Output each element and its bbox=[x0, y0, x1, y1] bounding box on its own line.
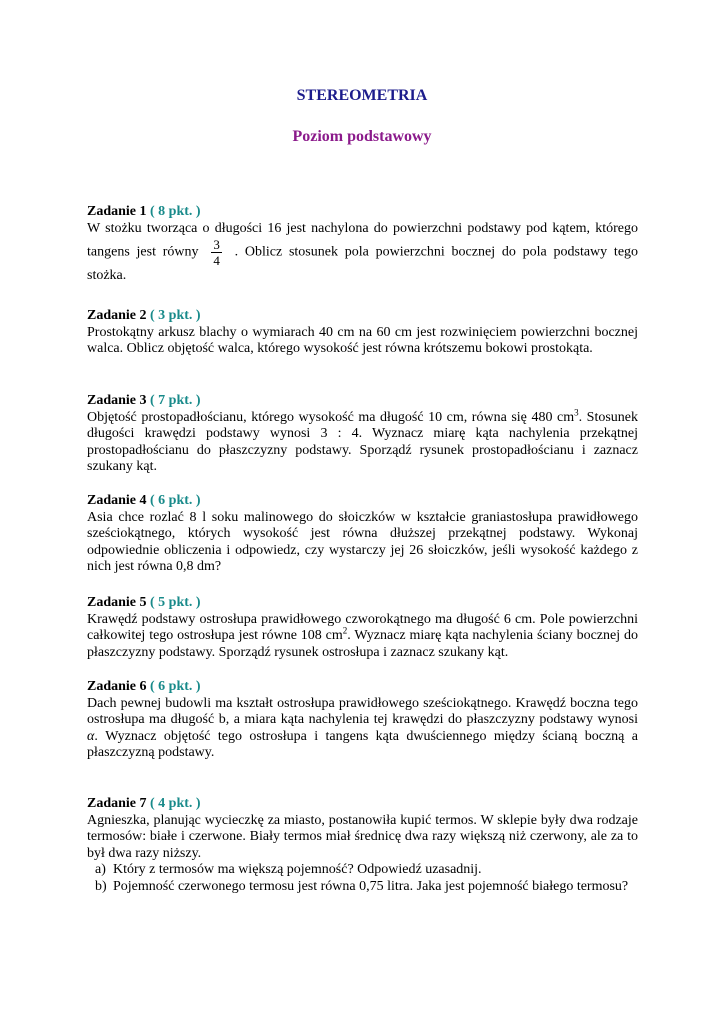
task-points: ( 4 pkt. ) bbox=[150, 796, 201, 811]
subtask-item bbox=[87, 879, 638, 896]
task-heading bbox=[87, 796, 638, 813]
task-text-part: . Stosunek długości krawędzi podstawy wynosi 3 : 4. Wyznacz miarę kąta nachylenia przekątnej prostopadłościanu do płaszczyzny podstawy. Sporządź rysunek prostopadłościanu i zaznacz szukany kąt. bbox=[87, 409, 638, 474]
task-heading bbox=[87, 204, 638, 221]
page-subtitle: Poziom podstawowy bbox=[292, 128, 432, 145]
task-label: Zadanie 3 bbox=[87, 393, 147, 408]
task-text: Prostokątny arkusz blachy o wymiarach 40 cm na 60 cm jest rozwinięciem powierzchni bocznej walca. Oblicz objętość walca, którego wysokość jest równa krótszemu bokowi prostokąta. bbox=[87, 324, 638, 356]
task-text-part: . Wyznacz objętość tego ostrosłupa i tangens kąta dwuściennego między ścianą boczną a płaszczyzną podstawy. bbox=[87, 728, 638, 760]
task-label: Zadanie 4 bbox=[87, 493, 147, 508]
alpha-symbol: α bbox=[87, 728, 95, 744]
task-2 bbox=[87, 308, 638, 358]
task-heading bbox=[87, 595, 638, 612]
subtask-list bbox=[87, 862, 638, 895]
superscript: 2 bbox=[342, 625, 348, 636]
task-heading bbox=[87, 393, 638, 410]
task-text: Agnieszka, planując wycieczkę za miasto, postanowiła kupić termos. W sklepie były dwa rodzaje termosów: białe i czerwone. Biały termos miał średnicę dwa razy większą niż czerwony, ale za to był dwa razy niższy. bbox=[87, 812, 638, 861]
superscript: 3 bbox=[574, 406, 579, 417]
subtask-text: Pojemność czerwonego termosu jest równa 0,75 litra. Jaka jest pojemność białego termosu? bbox=[113, 878, 629, 894]
page-title: STEREOMETRIA bbox=[296, 87, 428, 104]
task-1 bbox=[87, 204, 638, 285]
task-points: ( 5 pkt. ) bbox=[150, 595, 201, 610]
task-points: ( 8 pkt. ) bbox=[150, 204, 201, 219]
subtask-text: Który z termosów ma większą pojemność? Odpowiedź uzasadnij. bbox=[113, 862, 482, 877]
task-text-part: Objętość prostopadłościanu, którego wysokość ma długość 10 cm, równa się 480 cm bbox=[87, 409, 575, 425]
task-text-part: . Wyznacz miarę kąta nachylenia ściany bocznej do płaszczyzny podstawy. Sporządź rysunek ostrosłupa i zaznacz szukany kąt. bbox=[87, 628, 639, 660]
subtask-marker: b) bbox=[95, 878, 107, 894]
task-3 bbox=[87, 393, 638, 476]
task-points: ( 6 pkt. ) bbox=[150, 493, 201, 508]
task-text bbox=[87, 221, 638, 285]
subtask-item bbox=[87, 862, 638, 879]
task-heading bbox=[87, 493, 638, 510]
task-label: Zadanie 7 bbox=[87, 796, 147, 811]
task-text: Asia chce rozlać 8 l soku malinowego do słoiczków w kształcie graniastosłupa prawidłowego sześciokątnego, których wysokość jest równa dłuższej przekątnej podstawy. Wykonaj odpowiednie obliczenia i odpowiedz, czy wystarczy jej 26 słoiczków, jeśli wysokość każdego z nich jest równa 0,8 dm? bbox=[87, 509, 638, 574]
task-text bbox=[87, 612, 638, 662]
task-points: ( 6 pkt. ) bbox=[150, 679, 201, 694]
task-label: Zadanie 6 bbox=[87, 679, 147, 694]
task-label: Zadanie 2 bbox=[87, 308, 147, 323]
task-text-part: Dach pewnej budowli ma kształt ostrosłupa prawidłowego sześciokątnego. Krawędź boczna tego ostrosłupa ma długość b, a miara kąta nachylenia tej krawędzi do płaszczyzny podstawy wynosi bbox=[87, 695, 638, 727]
task-points: ( 3 pkt. ) bbox=[150, 308, 201, 323]
task-text bbox=[87, 696, 638, 762]
task-heading bbox=[87, 308, 638, 325]
task-7 bbox=[87, 796, 638, 895]
task-points: ( 7 pkt. ) bbox=[150, 393, 201, 408]
task-4 bbox=[87, 493, 638, 576]
task-label: Zadanie 1 bbox=[87, 204, 147, 219]
task-heading bbox=[87, 679, 638, 696]
task-text bbox=[87, 406, 638, 476]
fraction-denominator: 4 bbox=[213, 253, 220, 268]
fraction-numerator: 3 bbox=[213, 237, 220, 252]
task-label: Zadanie 5 bbox=[87, 595, 147, 610]
task-text-part: W stożku tworząca o długości 16 jest nachylona do powierzchni podstawy pod kątem, którego tangens jest równy bbox=[87, 220, 638, 260]
task-text-part: . Oblicz stosunek pola powierzchni bocznej do pola podstawy tego stożka. bbox=[87, 244, 639, 283]
subtask-marker: a) bbox=[95, 862, 106, 877]
task-6 bbox=[87, 679, 638, 762]
task-5 bbox=[87, 595, 638, 661]
fraction bbox=[211, 237, 222, 268]
task-text-part: Krawędź podstawy ostrosłupa prawidłowego czworokątnego ma długość 6 cm. Pole powierzchni całkowitej tego ostrosłupa jest równe 108 cm bbox=[87, 611, 638, 643]
